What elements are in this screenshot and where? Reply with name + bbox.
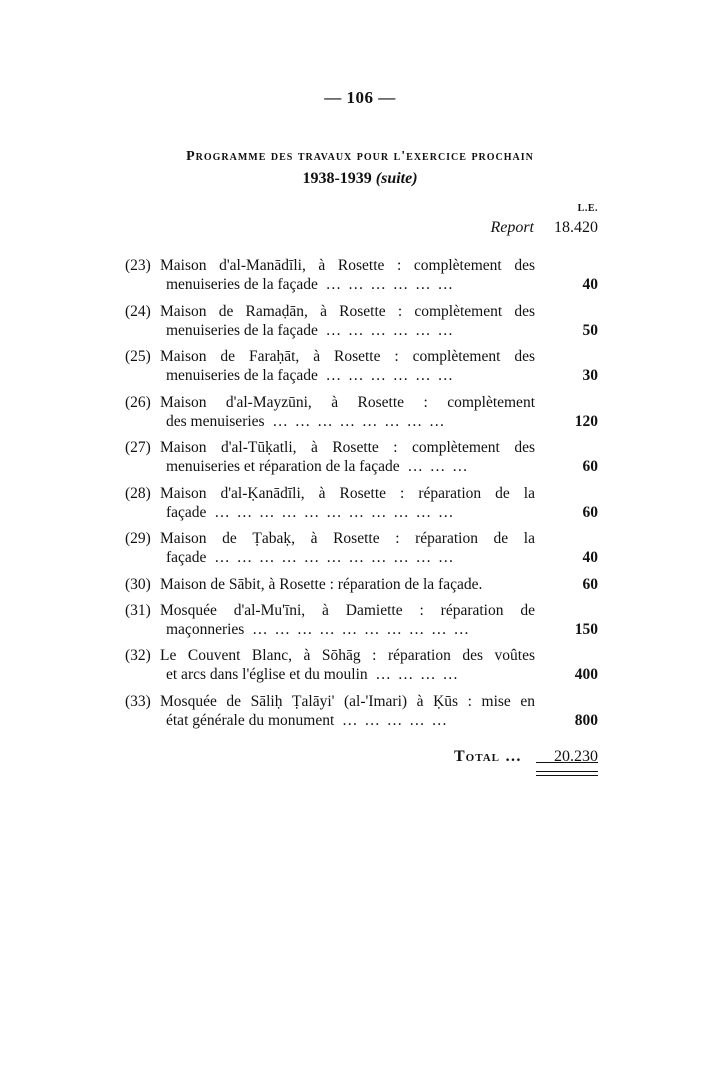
entry-number: (25) <box>125 348 151 365</box>
entry-text <box>160 601 535 639</box>
entry-dots: … … … … <box>375 666 460 683</box>
entry-line2-text: façade <box>166 549 207 566</box>
entry-number: (30) <box>125 575 151 593</box>
entry-line1: Maison de Faraḥāt, à Rosette : complètement des <box>160 348 535 365</box>
entry-amount: 120 <box>574 412 598 430</box>
entry-row <box>125 690 598 736</box>
entry-line2 <box>160 665 535 684</box>
entry-line2 <box>160 620 535 639</box>
double-rule-top <box>536 771 598 772</box>
entry-line1: Mosquée de Sāliḥ Ṭalāyi' (al-'Imari) à Ḳūs : mise en <box>160 692 535 710</box>
entry-dots: … … … … … … <box>325 367 455 384</box>
entry-row <box>125 254 598 300</box>
entry-amount: 800 <box>574 711 598 729</box>
page-number: — 106 — <box>324 88 396 107</box>
entry-dots: … … … … … … … … … … … <box>214 503 455 521</box>
total-label <box>454 748 522 766</box>
entry-line2 <box>160 275 535 294</box>
entry-line1: Mosquée d'al-Mu'īni, à Damiette : réparation de <box>160 601 535 619</box>
entry-line2-text: menuiseries de la façade <box>166 367 318 384</box>
entry-number: (31) <box>125 601 151 619</box>
entry-row <box>125 391 598 437</box>
report-value: 18.420 <box>554 219 598 236</box>
currency-label: L.E. <box>577 203 598 214</box>
entry-text <box>160 347 535 385</box>
entry-text <box>160 393 535 431</box>
entry-text <box>160 302 535 340</box>
entry-text <box>160 438 535 476</box>
entry-line2-text: menuiseries de la façade <box>166 276 318 293</box>
entry-row <box>125 599 598 645</box>
entry-dots: … … … … … … <box>325 276 455 293</box>
entry-text <box>160 484 535 522</box>
entry-text <box>160 529 535 567</box>
entry-number: (26) <box>125 393 151 411</box>
entry-dots: … … … <box>407 458 470 475</box>
entry-row <box>125 345 598 391</box>
entry-line2-text: façade <box>166 503 207 521</box>
total-value: 20.230 <box>554 748 598 765</box>
entry-line2 <box>160 503 535 522</box>
entry-line1: Maison de Ṭabaḳ, à Rosette : réparation de la <box>160 530 535 547</box>
entry-amount: 40 <box>582 549 598 566</box>
entry-dots: … … … … … … … … <box>272 412 446 430</box>
entry-text <box>160 256 535 294</box>
entry-line1: Maison d'al-Mayzūni, à Rosette : complètement <box>160 393 535 411</box>
entry-row <box>125 644 598 690</box>
report-label: Report <box>490 219 534 236</box>
entry-line2-text: état générale du monument <box>166 711 335 729</box>
entry-line1: Maison de Ramaḍān, à Rosette : complètement des <box>160 302 535 320</box>
entry-number: (32) <box>125 647 151 664</box>
entry-dots: … … … … … … … … … … … <box>214 549 455 566</box>
entry-amount: 150 <box>574 620 598 638</box>
entry-amount: 50 <box>582 321 598 339</box>
subheading-suite: (suite) <box>375 170 418 187</box>
entry-number: (29) <box>125 530 151 547</box>
entry-number: (28) <box>125 484 151 502</box>
entry-line2 <box>160 457 535 476</box>
entry-line1: Le Couvent Blanc, à Sōhāg : réparation des voûtes <box>160 647 535 664</box>
entry-amount: 60 <box>582 575 598 593</box>
entry-amount: 400 <box>574 666 598 683</box>
entry-line2-text: menuiseries de la façade <box>166 321 318 339</box>
entry-text <box>160 646 535 684</box>
entry-list <box>125 254 598 735</box>
entry-amount: 30 <box>582 367 598 384</box>
double-rule-bottom <box>536 775 598 776</box>
entry-line1: Maison d'al-Tūḳatli, à Rosette : complètement des <box>160 439 535 456</box>
entry-line1: Maison de Sābit, à Rosette : réparation de la façade. <box>160 575 483 593</box>
subheading-years: 1938-1939 <box>302 170 372 187</box>
entry-number: (24) <box>125 302 151 320</box>
entry-line1: Maison d'al-Manādīli, à Rosette : complètement des <box>160 257 535 274</box>
entry-dots: … … … … … … <box>325 321 455 339</box>
entry-number: (27) <box>125 439 151 456</box>
entry-line2-text: menuiseries et réparation de la façade <box>166 458 400 475</box>
entry-row <box>125 482 598 528</box>
entry-text <box>160 575 535 594</box>
entry-line1: Maison d'al-Ḳanādīli, à Rosette : réparation de la <box>160 484 535 502</box>
entry-line2 <box>160 412 535 431</box>
entry-amount: 60 <box>582 503 598 521</box>
entry-number: (33) <box>125 692 151 710</box>
entry-row <box>125 436 598 482</box>
entry-dots: … … … … … <box>342 711 449 729</box>
total-label-text: Total <box>453 748 500 765</box>
entry-text <box>160 692 535 730</box>
entry-line2 <box>160 548 535 567</box>
entry-row <box>125 300 598 346</box>
entry-row <box>125 573 598 599</box>
entry-dots: … … … … … … … … … … <box>252 620 471 638</box>
entry-line2-text: et arcs dans l'église et du moulin <box>166 666 368 683</box>
entry-line2-text: maçonneries <box>166 620 245 638</box>
entry-line2-text: des menuiseries <box>166 412 265 430</box>
entry-amount: 40 <box>582 276 598 293</box>
entry-line2 <box>160 366 535 385</box>
total-dots: … <box>505 748 522 765</box>
entry-number: (23) <box>125 257 151 274</box>
section-heading: Programme des travaux pour l'exercice prochain <box>186 149 534 164</box>
entry-amount: 60 <box>582 458 598 475</box>
section-subheading <box>0 170 720 188</box>
entry-line2 <box>160 321 535 340</box>
entry-row <box>125 527 598 573</box>
entry-line2 <box>160 711 535 730</box>
